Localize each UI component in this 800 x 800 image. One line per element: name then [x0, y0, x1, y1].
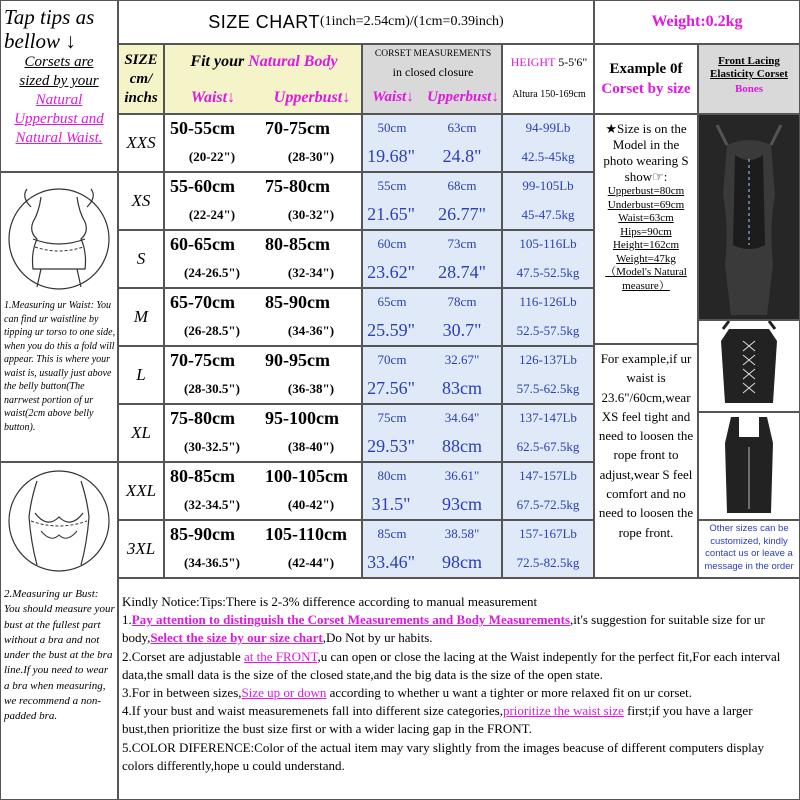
natural-waist-cm: 55-60cm: [170, 176, 235, 196]
natural-waist-cm: 60-65cm: [170, 234, 235, 254]
natural-waist-in: (28-30.5"): [184, 381, 240, 396]
front-lacing-header: Front Lacing Elasticity Corset Bones: [698, 44, 800, 114]
weight-lb: 94-99Lb: [525, 120, 571, 135]
weight-lb: 147-157Lb: [519, 468, 577, 483]
corset-bust-top: 32.67": [444, 352, 480, 367]
corset-waist-bottom: 23.62": [367, 262, 415, 282]
bust-measure-panel: [0, 462, 118, 800]
weight-kg: 72.5-82.5kg: [516, 555, 580, 570]
notice-item-1: 1.Pay attention to distinguish the Corset Measurements and Body Measurements,it's suggestion for suitable size for ur body,Select the size by our size chart,Do Not by ur habits.: [122, 612, 765, 646]
bust-measure-illustration: [1, 465, 117, 575]
model-measurement-line: Hips=90cm: [620, 225, 672, 238]
intro-line2: sized by your: [19, 73, 99, 89]
natural-bust-in: (28-30"): [287, 149, 335, 164]
corset-waist-top: 65cm: [377, 294, 407, 309]
weight-lb: 137-147Lb: [519, 410, 577, 425]
measure-bust-text: 2.Measuring ur Bust: You should measure your bust at the fullest part without a bra and not under the bust at the bra line.If you need to wear a bra when measuring, we recommend a non-padded bra.: [4, 588, 115, 723]
corset-waist-top: 55cm: [377, 178, 407, 193]
corset-bust-bottom: 30.7": [442, 320, 482, 340]
waist-measure-panel: [0, 172, 118, 462]
size-label: S: [136, 249, 146, 268]
for-example-text: For example,if ur waist is 23.6"/60cm,wear XS feel tight and need to loosen the rope front to adjust,wear S feel comfort and no need to loosen the rope front.: [598, 351, 694, 540]
corset-bust-bottom: 24.8": [442, 146, 482, 166]
size-label: 3XL: [126, 539, 156, 558]
measure-waist-text: 1.Measuring ur Waist: You can find ur waistline by tipping ur torso to one side, when you do this a fold will appear. This is where your waist is, usually just above the belly button(The narrwest portion of ur waist(2cm above belly button).: [4, 300, 116, 433]
natural-bust-in: (36-38"): [287, 381, 335, 396]
model-silhouette: [699, 115, 799, 319]
corset-bust-bottom: 26.77": [438, 204, 486, 224]
weight-kg: 57.5-62.5kg: [516, 381, 580, 396]
size-label: XL: [131, 423, 151, 442]
intro-natural: Natural: [35, 92, 83, 108]
example-panel: [594, 114, 698, 344]
natural-bust-in: (42-44"): [287, 555, 335, 570]
natural-waist-cm: 50-55cm: [170, 118, 235, 138]
height-header: HEIGHT 5-5'6" Altura 150-169cm: [502, 44, 594, 114]
model-measurements: [599, 185, 693, 293]
corset-bust-bottom: 98cm: [442, 552, 482, 572]
corset-measurements-header: CORSET MEASUREMENTS in closed closure Waist↓ Upperbust↓: [362, 44, 502, 114]
corset-waist-top: 70cm: [377, 352, 407, 367]
size-label: M: [133, 307, 149, 326]
size-label: XXL: [125, 481, 157, 500]
natural-waist-in: (22-24"): [188, 207, 236, 222]
natural-waist-in: (24-26.5"): [184, 265, 240, 280]
weight-lb: 99-105Lb: [522, 178, 574, 193]
weight-lb: 116-126Lb: [519, 294, 577, 309]
corset-waist-top: 75cm: [377, 410, 407, 425]
model-measurement-line: （Model's Natural measure）: [605, 266, 687, 292]
natural-waist-in: (30-32.5"): [184, 439, 240, 454]
customization-text: Other sizes can be customized, kindly contact us or leave a message in the order: [704, 523, 794, 572]
corset-waist-bottom: 33.46": [367, 552, 415, 572]
natural-waist-header: Waist↓: [190, 89, 236, 106]
natural-bust-cm: 75-80cm: [265, 176, 330, 196]
natural-bust-in: (34-36"): [287, 323, 335, 338]
corset-bust-bottom: 93cm: [442, 494, 482, 514]
natural-waist-cm: 80-85cm: [170, 466, 235, 486]
size-label: L: [136, 365, 146, 384]
corset-waist-top: 60cm: [377, 236, 407, 251]
notice-item-2: 2.Corset are adjustable at the FRONT,u can open or close the lacing at the Waist indepently for the perfect fit,For each interval data,the small data is the size of the closed state,and the big data is the size of the open state.: [122, 648, 781, 682]
corset-bust-top: 63cm: [447, 120, 477, 135]
weight-kg: 62.5-67.5kg: [516, 439, 580, 454]
natural-bust-in: (40-42"): [287, 497, 335, 512]
corset-waist-header: Waist↓: [372, 89, 414, 105]
corset-bust-top: 36.61": [444, 468, 480, 483]
example-header: Example 0f Corset by size: [594, 44, 698, 114]
corset-bust-top: 78cm: [447, 294, 477, 309]
front-corset-photo: [698, 320, 800, 412]
notice-item-4: 4.If your bust and waist measuremenets fall into different size categories,prioritize the waist size first;if you have a larger bust,then prioritize the bust size first or with a wider lacing gap in the FRONT.: [122, 703, 753, 737]
customization-note: [698, 520, 800, 578]
corset-waist-top: 85cm: [377, 526, 407, 541]
weight-lb: 157-167Lb: [519, 526, 577, 541]
size-label: XS: [131, 191, 151, 210]
natural-bust-in: (30-32"): [287, 207, 335, 222]
corset-waist-bottom: 21.65": [367, 204, 415, 224]
tap-tips-heading: Tap tips as bellow ↓: [4, 5, 95, 53]
corset-upperbust-header: Upperbust↓: [427, 89, 499, 105]
corset-waist-bottom: 31.5": [371, 494, 411, 514]
intro-upperbust: Upperbust and: [14, 111, 104, 127]
natural-waist-cm: 70-75cm: [170, 350, 235, 370]
model-photo: [698, 114, 800, 320]
model-measurement-line: Height=162cm: [612, 239, 680, 251]
natural-waist-in: (32-34.5"): [184, 497, 240, 512]
size-column-header: SIZE cm/ inchs: [118, 44, 164, 114]
corset-bust-top: 68cm: [447, 178, 477, 193]
corset-waist-bottom: 19.68": [367, 146, 415, 166]
model-measurement-line: Underbust=69cm: [607, 198, 685, 211]
corset-bust-top: 38.58": [444, 526, 480, 541]
notice-panel: [118, 578, 800, 800]
weight-lb: 126-137Lb: [519, 352, 577, 367]
for-example-panel: [594, 344, 698, 578]
natural-upperbust-header: Upperbust↓: [273, 89, 351, 106]
corset-bust-bottom: 88cm: [442, 436, 482, 456]
natural-body-header: Fit your Natural Body Waist↓ Upperbust↓: [164, 44, 362, 114]
model-measurement-line: Upperbust=80cm: [607, 185, 685, 197]
natural-waist-cm: 65-70cm: [170, 292, 235, 312]
back-corset-photo: [698, 412, 800, 520]
weight-kg: 42.5-45kg: [521, 149, 575, 164]
natural-waist-in: (20-22"): [188, 149, 236, 164]
weight-kg: 67.5-72.5kg: [516, 497, 580, 512]
corset-back-icon: [699, 413, 799, 519]
intro-waist: Natural Waist.: [15, 130, 103, 146]
natural-bust-cm: 70-75cm: [265, 118, 330, 138]
corset-waist-bottom: 27.56": [367, 378, 415, 398]
corset-waist-bottom: 25.59": [367, 320, 415, 340]
natural-bust-cm: 95-100cm: [265, 408, 339, 428]
notice-title: Kindly Notice:Tips:There is 2-3% difference according to manual measurement: [122, 594, 538, 609]
natural-waist-cm: 85-90cm: [170, 524, 235, 544]
corset-bust-top: 34.64": [444, 410, 480, 425]
intro-line1: Corsets are: [24, 54, 94, 70]
natural-bust-cm: 105-110cm: [265, 524, 347, 544]
weight-kg: 45-47.5kg: [521, 207, 575, 222]
size-chart-title: [118, 0, 594, 44]
natural-waist-in: (26-28.5"): [184, 323, 240, 338]
waist-measure-illustration: [1, 177, 117, 297]
example-intro: ★Size is on the Model in the photo wearing S show☞:: [603, 121, 689, 184]
weight-kg: 52.5-57.5kg: [516, 323, 580, 338]
corset-waist-top: 50cm: [377, 120, 407, 135]
model-measurement-line: Weight=47kg: [616, 252, 676, 265]
size-label: XXS: [126, 133, 156, 152]
corset-bust-bottom: 83cm: [442, 378, 482, 398]
notice-item-5: 5.COLOR DIFERENCE:Color of the actual item may vary slightly from the images beacuse of different computers display colors differently,hope u could understand.: [122, 739, 765, 773]
corset-front-icon: [699, 321, 799, 411]
natural-bust-cm: 100-105cm: [265, 466, 348, 486]
natural-bust-cm: 80-85cm: [265, 234, 330, 254]
natural-bust-cm: 90-95cm: [265, 350, 330, 370]
corset-waist-top: 80cm: [377, 468, 407, 483]
natural-bust-in: (32-34"): [287, 265, 335, 280]
corset-bust-bottom: 28.74": [438, 262, 486, 282]
natural-waist-in: (34-36.5"): [184, 555, 240, 570]
size-chart-label: SIZE CHART: [208, 11, 320, 32]
weight-kg: 47.5-52.5kg: [516, 265, 580, 280]
natural-bust-in: (38-40"): [287, 439, 335, 454]
notice-item-3: 3.For in between sizes,Size up or down according to whether u want a tighter or more relaxed fit on ur corset.: [122, 685, 693, 701]
unit-conversion: (1inch=2.54cm)/(1cm=0.39inch): [319, 14, 504, 29]
weight-label: Weight:0.2kg: [594, 0, 800, 44]
natural-waist-cm: 75-80cm: [170, 408, 235, 428]
left-tips-panel: [0, 0, 118, 172]
model-measurement-line: Waist=63cm: [618, 212, 674, 224]
corset-bust-top: 73cm: [447, 236, 477, 251]
weight-lb: 105-116Lb: [519, 236, 577, 251]
natural-bust-cm: 85-90cm: [265, 292, 330, 312]
corset-waist-bottom: 29.53": [367, 436, 415, 456]
